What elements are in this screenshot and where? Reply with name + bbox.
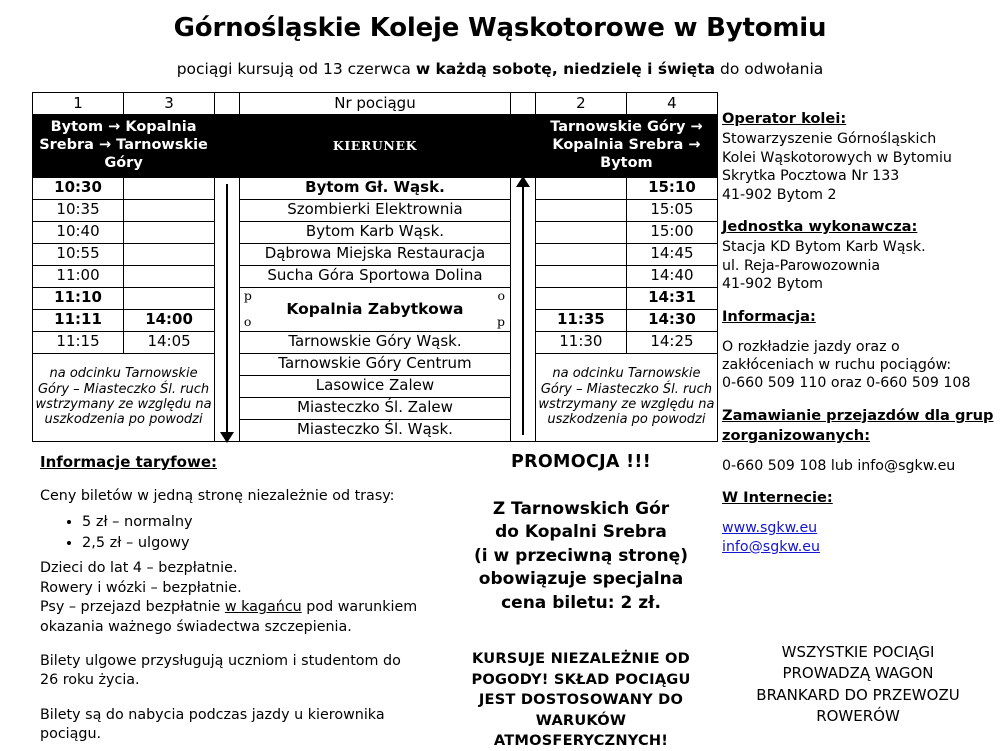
- spacer: [40, 691, 440, 706]
- tariff-intro: Ceny biletów w jedną stronę niezależnie od trasy:: [40, 488, 395, 505]
- table-row: [33, 331, 718, 353]
- time-4: 14:31: [626, 287, 717, 309]
- direction-right: Tarnowskie Góry → Kopalnia Srebra → Bytom: [535, 115, 717, 177]
- bike-notice-line: PROWADZĄ WAGON: [782, 664, 934, 683]
- time-4: 14:30: [626, 309, 717, 331]
- ticket-purchase-note: Bilety są do nabycia podczas jazdy u kierownika pociągu.: [40, 706, 385, 743]
- time-2: [535, 243, 626, 265]
- station-name: Kopalnia Zabytkowa: [286, 299, 464, 318]
- time-3: [124, 243, 215, 265]
- dogs-rule-line1: [40, 598, 440, 617]
- list-item: • 2,5 zł – ulgowy: [82, 534, 440, 554]
- website-link[interactable]: www.sgkw.eu: [722, 520, 818, 537]
- time-2: [535, 199, 626, 221]
- spacer-left-dir: [215, 115, 240, 177]
- spacer: [722, 447, 994, 457]
- promotion-line: obowiązuje specjalna: [478, 569, 684, 590]
- train-number-3: 3: [124, 93, 215, 115]
- table-row: [33, 177, 718, 199]
- train-number-label: Nr pociągu: [239, 93, 510, 115]
- unit-heading: Jednostka wykonawcza:: [722, 218, 918, 236]
- operator-line: Skrytka Pocztowa Nr 133: [722, 168, 900, 185]
- table-row: [33, 221, 718, 243]
- station-name: Miasteczko Śl. Wąsk.: [239, 419, 510, 441]
- bike-notice-line: BRANKARD DO PRZEWOZU: [756, 685, 960, 704]
- time-4: 14:40: [626, 265, 717, 287]
- time-2: [535, 221, 626, 243]
- unit-line: 41-902 Bytom: [722, 276, 823, 293]
- subtitle-pre: pociągi kursują od 13 czerwca: [176, 59, 416, 78]
- promotion-line: do Kopalni Srebra: [495, 522, 667, 543]
- time-1: 11:11: [33, 309, 124, 331]
- operator-line: 41-902 Bytom 2: [722, 186, 837, 203]
- time-2: 11:35: [535, 309, 626, 331]
- weather-line: POGODY! SKŁAD POCIĄGU: [471, 670, 691, 688]
- tariff-section: [40, 452, 440, 745]
- dogs-pre: Psy – przejazd bezpłatnie: [40, 599, 225, 616]
- dogs-underlined: w kagańcu: [224, 599, 302, 616]
- student-discount-line2: 26 roku życia.: [40, 672, 140, 689]
- student-discount-line1: Bilety ulgowe przysługują uczniom i studentom do: [40, 653, 401, 670]
- time-3: [124, 287, 215, 309]
- time-4: 14:25: [626, 331, 717, 353]
- information-heading: Informacja:: [722, 307, 816, 325]
- promotion-line: Z Tarnowskich Gór: [492, 499, 670, 519]
- group-booking-block: [722, 407, 994, 475]
- promotion-title: PROMOCJA !!!: [510, 452, 651, 472]
- time-3: [124, 221, 215, 243]
- station-name: Miasteczko Śl. Zalew: [239, 397, 510, 419]
- free-children: Dzieci do lat 4 – bezpłatnie.: [40, 560, 238, 577]
- information-block: [722, 308, 994, 393]
- time-1: 11:10: [33, 287, 124, 309]
- free-bikes: Rowery i wózki – bezpłatnie.: [40, 579, 242, 596]
- train-number-2: 2: [535, 93, 626, 115]
- time-1: 10:30: [33, 177, 124, 199]
- list-item: • 5 zł – normalny: [82, 513, 440, 533]
- time-3: [124, 199, 215, 221]
- promotion-section: [452, 452, 710, 751]
- time-2: 11:30: [535, 331, 626, 353]
- operator-line: Stowarzyszenie Górnośląskich: [722, 131, 937, 148]
- spacer-right-dir: [511, 115, 536, 177]
- group-booking-heading-line1: Zamawianie przejazdów dla grup: [722, 406, 994, 424]
- promotion-line: cena biletu: 2 zł.: [501, 592, 661, 613]
- weather-line: WARUKÓW: [535, 711, 627, 729]
- spacer: [40, 472, 440, 487]
- time-3: 14:00: [124, 309, 215, 331]
- unit-line: ul. Reja-Parowozownia: [722, 257, 881, 274]
- time-3: [124, 265, 215, 287]
- time-2: [535, 287, 626, 309]
- marker-arrival-left: p: [243, 287, 252, 303]
- station-name: Bytom Gł. Wąsk.: [239, 177, 510, 199]
- unit-block: [722, 218, 994, 293]
- direction-arrow-down-column: [215, 177, 240, 441]
- time-4: 15:00: [626, 221, 717, 243]
- time-1: 11:00: [33, 265, 124, 287]
- dogs-rule-line2: okazania ważnego świadectwa szczepienia.: [40, 618, 352, 635]
- spacer-left-top: [215, 93, 240, 115]
- station-name: Dąbrowa Miejska Restauracja: [239, 243, 510, 265]
- time-4: 15:05: [626, 199, 717, 221]
- information-phone: 0-660 509 110 oraz 0-660 509 108: [722, 375, 971, 392]
- bike-notice-line: ROWERÓW: [816, 706, 900, 725]
- up-arrow-icon: [511, 178, 535, 441]
- direction-left: Bytom → Kopalnia Srebra → Tarnowskie Góry: [33, 115, 215, 177]
- timetable-container: [32, 92, 718, 441]
- weather-line: KURSUJE NIEZALEŻNIE OD: [472, 650, 690, 668]
- info-sidebar: [722, 110, 994, 570]
- operator-block: [722, 110, 994, 204]
- internet-heading: W Internecie:: [722, 489, 833, 507]
- page-subtitle: [0, 60, 1000, 79]
- direction-arrow-up-column: [511, 177, 536, 441]
- information-line: zakłóceniach w ruchu pociągów:: [722, 357, 952, 374]
- down-arrow-icon: [215, 178, 239, 441]
- time-2: [535, 177, 626, 199]
- station-name: Tarnowskie Góry Wąsk.: [239, 331, 510, 353]
- train-number-1: 1: [33, 93, 124, 115]
- weather-notice: [452, 649, 710, 751]
- station-name: Szombierki Elektrownia: [239, 199, 510, 221]
- tariff-heading: Informacje taryfowe:: [40, 453, 217, 471]
- spacer: [40, 637, 440, 652]
- time-1: 10:55: [33, 243, 124, 265]
- operator-line: Kolei Wąskotorowych w Bytomiu: [722, 149, 952, 166]
- promotion-line: (i w przeciwną stronę): [474, 545, 688, 566]
- time-4: 15:10: [626, 177, 717, 199]
- marker-departure-right: o: [497, 287, 506, 303]
- spacer: [722, 328, 994, 338]
- time-3: 14:05: [124, 331, 215, 353]
- weather-line: ATMOSFERYCZNYCH!: [493, 731, 669, 749]
- group-booking-heading-line2: zorganizowanych:: [722, 426, 871, 444]
- price-list: [40, 513, 440, 553]
- weather-line: JEST DOSTOSOWANY DO: [478, 691, 684, 709]
- internet-block: [722, 489, 994, 556]
- spacer-right-top: [511, 93, 536, 115]
- promotion-body: [452, 498, 710, 615]
- bike-notice-line: WSZYSTKIE POCIĄGI: [781, 643, 935, 661]
- station-name: Bytom Karb Wąsk.: [239, 221, 510, 243]
- page-title: Górnośląskie Koleje Wąskotorowe w Bytomiu: [173, 13, 827, 43]
- marker-arrival-right: p: [497, 313, 506, 329]
- train-number-4: 4: [626, 93, 717, 115]
- timetable: [32, 92, 718, 441]
- table-row: [33, 353, 718, 375]
- table-row: [33, 287, 718, 309]
- email-link[interactable]: info@sgkw.eu: [722, 538, 820, 555]
- direction-row: [33, 115, 718, 177]
- marker-departure-left: o: [243, 313, 252, 329]
- dogs-post: pod warunkiem: [301, 599, 418, 616]
- direction-label: KIERUNEK: [239, 115, 510, 177]
- unit-line: Stacja KD Bytom Karb Wąsk.: [722, 239, 926, 256]
- time-3: [124, 177, 215, 199]
- bike-wagon-notice: [722, 642, 994, 727]
- group-booking-contact: 0-660 509 108 lub info@sgkw.eu: [722, 457, 956, 474]
- suspension-note-left: na odcinku Tarnowskie Góry – Miasteczko Śl. ruch wstrzymany ze względu na uszkodzenia po powodzi: [33, 353, 215, 441]
- information-line: O rozkładzie jazdy oraz o: [722, 338, 900, 355]
- train-number-row: [33, 93, 718, 115]
- station-name: Lasowice Zalew: [239, 375, 510, 397]
- time-1: 11:15: [33, 331, 124, 353]
- operator-heading: Operator kolei:: [722, 110, 847, 128]
- station-name: Sucha Góra Sportowa Dolina: [239, 265, 510, 287]
- subtitle-bold: w każdą sobotę, niedzielę i święta: [415, 59, 716, 78]
- table-row: [33, 199, 718, 221]
- table-row: [33, 265, 718, 287]
- suspension-note-right: na odcinku Tarnowskie Góry – Miasteczko Śl. ruch wstrzymany ze względu na uszkodzenia po powodzi: [535, 353, 717, 441]
- time-1: 10:40: [33, 221, 124, 243]
- spacer: [722, 509, 994, 519]
- station-name: Tarnowskie Góry Centrum: [239, 353, 510, 375]
- time-4: 14:45: [626, 243, 717, 265]
- table-row: [33, 243, 718, 265]
- subtitle-post: do odwołania: [715, 59, 824, 78]
- time-2: [535, 265, 626, 287]
- time-1: 10:35: [33, 199, 124, 221]
- station-kopalnia-zabytkowa: [239, 287, 510, 331]
